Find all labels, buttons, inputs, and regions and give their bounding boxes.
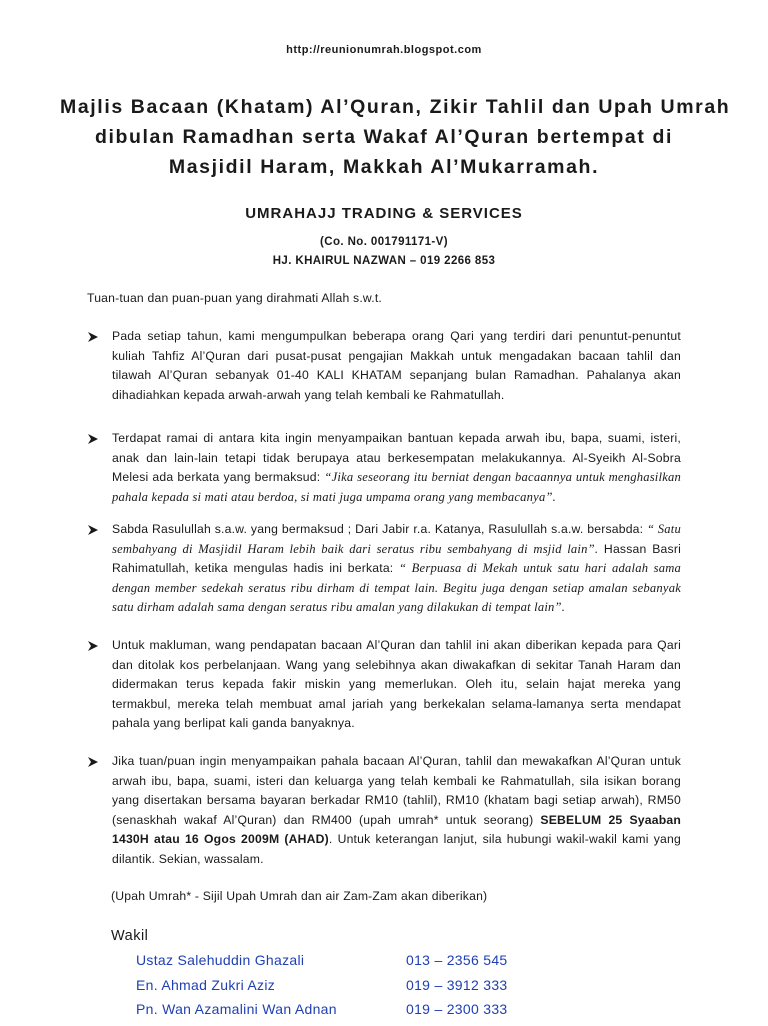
point-3-quote-1: “ Satu sembahyang di Masjidil Haram lebih baik dari seratus ribu sembahyang di msjid lain”. <box>112 522 681 556</box>
header-url[interactable]: http://reunionumrah.blogspot.com <box>286 44 482 56</box>
list-item <box>87 429 681 507</box>
list-item <box>87 752 681 869</box>
list-item <box>87 636 681 734</box>
point-5-deadline: SEBELUM 25 Syaaban 1430H atau 16 Ogos 2009M (AHAD) <box>112 812 681 846</box>
list-item <box>87 327 681 405</box>
document-title <box>60 92 731 182</box>
contact-phone[interactable]: 013 – 2356 545 <box>406 952 508 968</box>
point-5-body: Jika tuan/puan ingin menyampaikan pahala bacaan Al’Quran, tahlil dan mewakafkan Al’Quran untuk arwah ibu, bapa, suami, isteri dan keluarga yang telah kembali ke Rahmatullah, sila isikan borang yang disertakan bersama bayaran berkadar RM10 (tahlil), RM10 (khatam bagi setiap arwah), RM50 (senaskhah wakaf Al’Quran) dan RM400 (upah umrah* untuk seorang) <box>112 754 681 827</box>
title-line-1: Majlis Bacaan (Khatam) Al’Quran, Zikir Tahlil dan Upah Umrah <box>60 96 731 118</box>
contact-phone[interactable]: 019 – 2300 333 <box>406 1001 508 1017</box>
company-info <box>0 233 768 271</box>
arrowhead-bullet-icon <box>87 429 101 448</box>
arrowhead-bullet-icon <box>87 520 101 539</box>
greeting: Tuan-tuan dan puan-puan yang dirahmati Allah s.w.t. <box>87 291 382 305</box>
contact-name: Pn. Wan Azamalini Wan Adnan <box>136 1001 337 1017</box>
company-name: UMRAHAJJ TRADING & SERVICES <box>245 205 523 222</box>
title-line-3: Masjidil Haram, Makkah Al’Mukarramah. <box>168 156 600 178</box>
contact-row <box>136 952 556 977</box>
point-5-text <box>112 752 681 869</box>
wakil-heading: Wakil <box>111 928 149 944</box>
point-1-text: Pada setiap tahun, kami mengumpulkan beberapa orang Qari yang terdiri dari penuntut-penuntut kuliah Tahfiz Al’Quran dari pusat-pusat pengajian Makkah untuk mengadakan bacaan tahlil dan tilawah Al’Quran sebanyak 01-40 KALI KHATAM sepanjang bulan Ramadhan. Pahalanya akan dihadiahkan kepada arwah-arwah yang telah kembali ke Rahmatullah. <box>112 329 681 402</box>
contact-row <box>136 977 556 1002</box>
point-4-text: Untuk makluman, wang pendapatan bacaan Al’Quran dan tahlil ini akan diberikan kepada para Qari dan ditolak kos perbelanjaan. Wang yang selebihnya akan diwakafkan di sekitar Tanah Haram dan didermakan terus kepada fakir miskin yang memerlukan. Oleh itu, selain hajat mereka yang termakbul, mereka telah membuat amal jariah yang berkekalan selama-lamanya serta mendapat pahala yang berlipat kali ganda banyaknya. <box>112 638 681 730</box>
list-item <box>87 520 681 618</box>
point-2-text <box>112 429 681 507</box>
contact-phone[interactable]: 019 – 3912 333 <box>406 976 508 993</box>
contact-name: Ustaz Salehuddin Ghazali <box>136 952 305 968</box>
contact-row <box>136 1001 556 1026</box>
company-number: (Co. No. 001791171-V) <box>320 236 448 248</box>
point-3-body-2: Hassan Basri Rahimatullah, ketika mengulas hadis ini berkata: <box>112 541 681 575</box>
contact-name: En. Ahmad Zukri Aziz <box>136 976 276 993</box>
title-line-2: dibulan Ramadhan serta Wakaf Al’Quran bertempat di <box>94 126 674 148</box>
arrowhead-bullet-icon <box>87 327 101 346</box>
point-3-text <box>112 520 681 618</box>
point-3-quote-2: “ Berpuasa di Mekah untuk satu hari adalah sama dengan member sedekah seratus ribu dirham di tempat lain. Begitu juga dengan setiap amalan sebanyak satu dirham adalah sama dengan seratus ribu amalan yang dilakukan di tempat lain”. <box>112 561 681 614</box>
wakil-contact-list <box>136 952 556 1026</box>
upah-umrah-note: (Upah Umrah* - Sijil Upah Umrah dan air Zam-Zam akan diberikan) <box>111 889 488 903</box>
arrowhead-bullet-icon <box>87 636 101 655</box>
arrowhead-bullet-icon <box>87 752 101 771</box>
point-2-body: Terdapat ramai di antara kita ingin menyampaikan bantuan kepada arwah ibu, bapa, suami, isteri, anak dan lain-lain tetapi tidak berupaya atau berkesempatan melakukannya. Al-Syeikh Al-Sobra Melesi ada berkata yang bermaksud: <box>112 431 681 484</box>
point-3-body: Sabda Rasulullah s.a.w. yang bermaksud ; Dari Jabir r.a. Katanya, Rasulullah s.a.w. bersabda: <box>112 522 648 536</box>
point-2-quote: “Jika seseorang itu berniat dengan bacaannya untuk menghasilkan pahala kepada si mati atau berdoa, si mati juga umpama orang yang membacanya”. <box>112 470 681 504</box>
point-5-closing: . Untuk keterangan lanjut, sila hubungi wakil-wakil kami yang dilantik. Sekian, wassalam. <box>112 832 681 866</box>
company-contact: HJ. KHAIRUL NAZWAN – 019 2266 853 <box>272 255 496 267</box>
